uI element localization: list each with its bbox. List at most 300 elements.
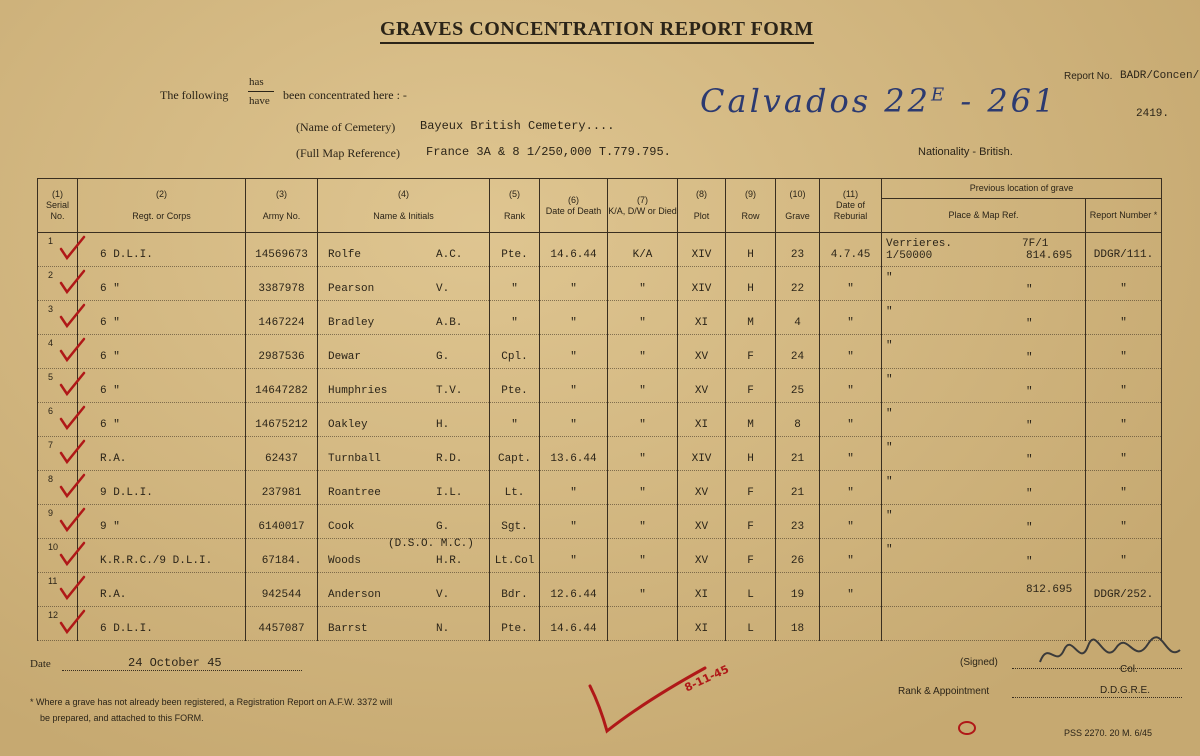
reburial-cell xyxy=(820,369,882,403)
name-cell xyxy=(318,539,490,573)
row-value: H xyxy=(747,282,754,295)
place-cell xyxy=(882,505,1086,539)
ka-cell xyxy=(608,267,678,301)
rank-cell xyxy=(490,233,540,267)
place-sheet-ref: 7F/1 xyxy=(1022,237,1049,250)
handwritten-sup: E xyxy=(931,84,948,106)
serial-number: 11 xyxy=(48,576,58,586)
plot-value: XV xyxy=(694,554,709,567)
place-name: " xyxy=(886,373,893,386)
army-cell xyxy=(246,403,318,437)
header-name: (4) Name & Initials xyxy=(318,179,490,233)
army-value: 14675212 xyxy=(255,418,308,431)
ka-value: " xyxy=(639,554,646,567)
regt-cell xyxy=(78,369,246,403)
ka-cell xyxy=(608,403,678,437)
rank-cell xyxy=(490,471,540,505)
place-cell xyxy=(882,437,1086,471)
row-value: F xyxy=(747,554,754,567)
grave-value: 24 xyxy=(790,350,805,363)
map-ref: 812.695 xyxy=(1026,583,1073,596)
grave-value: 19 xyxy=(790,588,805,601)
date-value: 14.6.44 xyxy=(550,248,597,261)
report-cell xyxy=(1086,437,1162,471)
plot-cell xyxy=(678,403,726,437)
army-value: 3387978 xyxy=(258,282,305,295)
table-row xyxy=(38,403,1162,437)
row-cell xyxy=(726,301,776,335)
grave-value: 26 xyxy=(790,554,805,567)
reburial-cell xyxy=(820,607,882,641)
map-ref: " xyxy=(1026,351,1033,364)
reburial-cell xyxy=(820,539,882,573)
reburial-value: " xyxy=(847,520,854,533)
rank-value: Pte. xyxy=(501,248,528,261)
serial-cell xyxy=(38,573,78,607)
table-row xyxy=(38,573,1162,607)
regt-cell xyxy=(78,437,246,471)
plot-cell xyxy=(678,471,726,505)
grave-value: 21 xyxy=(790,486,805,499)
date-cell xyxy=(540,267,608,301)
grave-value: 8 xyxy=(794,418,801,431)
regt-cell xyxy=(78,335,246,369)
serial-cell xyxy=(38,335,78,369)
grave-cell xyxy=(776,471,820,505)
serial-cell xyxy=(38,539,78,573)
report-value: " xyxy=(1120,350,1127,363)
reburial-cell xyxy=(820,573,882,607)
date-cell xyxy=(540,539,608,573)
footnote-line-2: be prepared, and attached to this FORM. xyxy=(40,713,204,723)
rank-value: Capt. xyxy=(497,452,531,465)
army-cell xyxy=(246,335,318,369)
row-cell xyxy=(726,437,776,471)
row-value: F xyxy=(747,350,754,363)
reburial-value: 4.7.45 xyxy=(830,248,871,261)
plot-value: XV xyxy=(694,350,709,363)
plot-value: XI xyxy=(694,316,709,329)
initials: G. xyxy=(436,350,450,363)
header-regt: (2) Regt. or Corps xyxy=(78,179,246,233)
ka-cell xyxy=(608,301,678,335)
serial-number: 6 xyxy=(48,406,54,416)
row-cell xyxy=(726,471,776,505)
army-value: 1467224 xyxy=(258,316,305,329)
table-row xyxy=(38,233,1162,267)
initials: V. xyxy=(436,282,450,295)
name-cell xyxy=(318,301,490,335)
report-value: " xyxy=(1120,486,1127,499)
row-cell xyxy=(726,335,776,369)
regt-value: R.A. xyxy=(100,452,127,465)
rank-value: Lt. xyxy=(504,486,525,499)
table-row xyxy=(38,437,1162,471)
rank-appointment-value: D.D.G.R.E. xyxy=(1100,685,1151,696)
date-value: 14.6.44 xyxy=(550,622,597,635)
regt-cell xyxy=(78,301,246,335)
regt-cell xyxy=(78,607,246,641)
reburial-cell xyxy=(820,471,882,505)
rank-cell xyxy=(490,301,540,335)
plot-value: XIV xyxy=(691,282,712,295)
regt-value: 6 D.L.I. xyxy=(100,622,153,635)
reburial-cell xyxy=(820,335,882,369)
regt-value: 6 " xyxy=(100,418,120,431)
place-name: " xyxy=(886,305,893,318)
header-serial: (1) Serial No. xyxy=(38,179,78,233)
table-row xyxy=(38,369,1162,403)
place-name: " xyxy=(886,339,893,352)
rank-value: Lt.Col xyxy=(494,554,535,567)
army-cell xyxy=(246,369,318,403)
plot-cell xyxy=(678,573,726,607)
grave-cell xyxy=(776,539,820,573)
name-cell xyxy=(318,403,490,437)
report-value: " xyxy=(1120,316,1127,329)
map-ref: " xyxy=(1026,521,1033,534)
report-value: " xyxy=(1120,418,1127,431)
ka-cell xyxy=(608,607,678,641)
grave-value: 18 xyxy=(790,622,805,635)
date-value: " xyxy=(570,384,577,397)
handwritten-reference xyxy=(700,82,1057,120)
army-cell xyxy=(246,505,318,539)
rank-value: Bdr. xyxy=(501,588,528,601)
map-ref: " xyxy=(1026,453,1033,466)
report-cell xyxy=(1086,267,1162,301)
surname: Oakley xyxy=(328,418,368,431)
col-label: Col. xyxy=(1120,664,1138,675)
place-name: " xyxy=(886,271,893,284)
map-reference-value: France 3A & 8 1/250,000 T.779.795. xyxy=(426,145,671,159)
initials: R.D. xyxy=(436,452,463,465)
army-cell xyxy=(246,267,318,301)
name-cell xyxy=(318,267,490,301)
table-row xyxy=(38,301,1162,335)
name-cell xyxy=(318,437,490,471)
grave-cell xyxy=(776,607,820,641)
initials: H. xyxy=(436,418,450,431)
army-cell xyxy=(246,301,318,335)
surname: Roantree xyxy=(328,486,381,499)
cemetery-label: (Name of Cemetery) xyxy=(296,120,396,134)
report-cell xyxy=(1086,233,1162,267)
date-cell xyxy=(540,471,608,505)
regt-value: K.R.R.C./9 D.L.I. xyxy=(100,554,213,567)
date-line xyxy=(62,670,302,671)
has-have-divider xyxy=(248,91,274,92)
rank-value: Pte. xyxy=(501,622,528,635)
print-code: PSS 2270. 20 M. 6/45 xyxy=(1064,728,1153,738)
grave-value: 25 xyxy=(790,384,805,397)
ka-cell xyxy=(608,573,678,607)
serial-number: 12 xyxy=(48,610,59,620)
reburial-value: " xyxy=(847,350,854,363)
row-value: L xyxy=(747,622,754,635)
date-value: " xyxy=(570,554,577,567)
report-value: " xyxy=(1120,452,1127,465)
ka-value: " xyxy=(639,588,646,601)
header-army-no: (3) Army No. xyxy=(246,179,318,233)
initials: H.R. xyxy=(436,554,463,567)
plot-cell xyxy=(678,267,726,301)
grave-cell xyxy=(776,437,820,471)
serial-cell xyxy=(38,607,78,641)
footnote-line-1: * Where a grave has not already been registered, a Registration Report on A.F.W. 3372 will xyxy=(30,697,393,707)
place-cell xyxy=(882,233,1086,267)
serial-number: 3 xyxy=(48,304,54,314)
header-report-number: Report Number * xyxy=(1086,199,1162,233)
army-value: 2987536 xyxy=(258,350,305,363)
row-value: L xyxy=(747,588,754,601)
report-value: DDGR/111. xyxy=(1093,248,1154,261)
surname: Pearson xyxy=(328,282,375,295)
serial-number: 7 xyxy=(48,440,54,450)
initials: V. xyxy=(436,588,450,601)
serial-number: 9 xyxy=(48,508,54,518)
place-cell xyxy=(882,301,1086,335)
red-circle-mark xyxy=(955,718,979,738)
army-cell xyxy=(246,233,318,267)
plot-cell xyxy=(678,437,726,471)
map-ref: 814.695 xyxy=(1026,249,1073,262)
table-row xyxy=(38,607,1162,641)
rank-appointment-label: Rank & Appointment xyxy=(898,686,990,697)
signed-label: (Signed) xyxy=(960,657,998,668)
grave-cell xyxy=(776,233,820,267)
initials: A.B. xyxy=(436,316,463,329)
rank-value: Cpl. xyxy=(501,350,528,363)
rank-cell xyxy=(490,437,540,471)
report-cell xyxy=(1086,301,1162,335)
serial-number: 8 xyxy=(48,474,54,484)
date-value: " xyxy=(570,350,577,363)
ka-value: " xyxy=(639,418,646,431)
reburial-value: " xyxy=(847,486,854,499)
ka-value: " xyxy=(639,384,646,397)
initials: G. xyxy=(436,520,450,533)
regt-value: 6 D.L.I. xyxy=(100,248,153,261)
header-row: (9) Row xyxy=(726,179,776,233)
regt-value: 9 D.L.I. xyxy=(100,486,153,499)
grave-cell xyxy=(776,505,820,539)
reburial-value: " xyxy=(847,282,854,295)
place-name: " xyxy=(886,407,893,420)
map-ref: " xyxy=(1026,317,1033,330)
plot-value: XI xyxy=(694,418,709,431)
place-cell xyxy=(882,539,1086,573)
grave-value: 22 xyxy=(790,282,805,295)
reburial-cell xyxy=(820,505,882,539)
ka-value: " xyxy=(639,282,646,295)
map-ref: " xyxy=(1026,385,1033,398)
rank-line xyxy=(1012,697,1182,698)
regt-cell xyxy=(78,505,246,539)
surname: Barrst xyxy=(328,622,368,635)
reburial-value: " xyxy=(847,384,854,397)
grave-cell xyxy=(776,573,820,607)
plot-cell xyxy=(678,233,726,267)
date-value: 12.6.44 xyxy=(550,588,597,601)
name-cell xyxy=(318,335,490,369)
rank-cell xyxy=(490,607,540,641)
signature-scribble xyxy=(1030,632,1190,676)
surname: Woods xyxy=(328,554,362,567)
ka-cell xyxy=(608,539,678,573)
map-ref: " xyxy=(1026,283,1033,296)
row-cell xyxy=(726,505,776,539)
row-cell xyxy=(726,539,776,573)
army-value: 237981 xyxy=(261,486,302,499)
date-cell xyxy=(540,607,608,641)
row-value: H xyxy=(747,452,754,465)
row-cell xyxy=(726,403,776,437)
rank-value: " xyxy=(511,282,518,295)
date-value: " xyxy=(570,520,577,533)
report-value: " xyxy=(1120,384,1127,397)
ka-cell xyxy=(608,335,678,369)
rank-cell xyxy=(490,335,540,369)
table-row xyxy=(38,471,1162,505)
surname: Turnball xyxy=(328,452,381,465)
regt-cell xyxy=(78,471,246,505)
army-cell xyxy=(246,437,318,471)
reburial-value: " xyxy=(847,418,854,431)
date-value: " xyxy=(570,282,577,295)
rank-cell xyxy=(490,505,540,539)
report-no-value: BADR/Concen/ xyxy=(1120,70,1200,82)
rank-value: " xyxy=(511,418,518,431)
initials: A.C. xyxy=(436,248,463,261)
serial-cell xyxy=(38,471,78,505)
rank-cell xyxy=(490,369,540,403)
date-cell xyxy=(540,573,608,607)
serial-cell xyxy=(38,369,78,403)
report-cell xyxy=(1086,335,1162,369)
ka-value: " xyxy=(639,486,646,499)
report-cell xyxy=(1086,403,1162,437)
regt-value: 6 " xyxy=(100,350,120,363)
grave-cell xyxy=(776,403,820,437)
handwritten-tail: - 261 xyxy=(960,82,1058,120)
cemetery-value: Bayeux British Cemetery.... xyxy=(420,119,615,133)
plot-cell xyxy=(678,335,726,369)
table-row xyxy=(38,267,1162,301)
row-value: F xyxy=(747,384,754,397)
reburial-cell xyxy=(820,437,882,471)
table-row xyxy=(38,335,1162,369)
grave-cell xyxy=(776,335,820,369)
row-cell xyxy=(726,267,776,301)
reburial-value: " xyxy=(847,316,854,329)
place-cell xyxy=(882,335,1086,369)
grave-value: 21 xyxy=(790,452,805,465)
name-cell xyxy=(318,369,490,403)
ka-cell xyxy=(608,369,678,403)
plot-value: XV xyxy=(694,520,709,533)
map-ref: " xyxy=(1026,419,1033,432)
name-cell xyxy=(318,607,490,641)
ka-cell xyxy=(608,233,678,267)
handwritten-main: Calvados 22 xyxy=(700,82,932,120)
surname: Anderson xyxy=(328,588,381,601)
plot-cell xyxy=(678,369,726,403)
grave-value: 23 xyxy=(790,520,805,533)
grave-cell xyxy=(776,267,820,301)
serial-cell xyxy=(38,233,78,267)
plot-value: XV xyxy=(694,384,709,397)
report-no-label: Report No. xyxy=(1064,71,1113,82)
ka-value: " xyxy=(639,350,646,363)
serial-cell xyxy=(38,301,78,335)
header-rank: (5) Rank xyxy=(490,179,540,233)
regt-cell xyxy=(78,403,246,437)
reburial-value: " xyxy=(847,554,854,567)
form-title: GRAVES CONCENTRATION REPORT FORM xyxy=(380,18,814,44)
date-cell xyxy=(540,403,608,437)
red-tick-mark xyxy=(585,656,765,736)
stamp-date: 8-11-45 xyxy=(682,662,731,695)
place-name: " xyxy=(886,543,893,556)
serial-cell xyxy=(38,267,78,301)
army-value: 62437 xyxy=(264,452,298,465)
army-value: 6140017 xyxy=(258,520,305,533)
plot-cell xyxy=(678,301,726,335)
header-date-of-death: (6) Date of Death xyxy=(540,179,608,233)
following-label: The following xyxy=(160,88,229,102)
map-ref: " xyxy=(1026,555,1033,568)
date-cell xyxy=(540,301,608,335)
serial-number: 5 xyxy=(48,372,54,382)
reburial-value xyxy=(820,619,881,629)
regt-cell xyxy=(78,267,246,301)
name-cell xyxy=(318,573,490,607)
rank-cell xyxy=(490,267,540,301)
report-cell xyxy=(1086,505,1162,539)
rank-cell xyxy=(490,403,540,437)
row-value: M xyxy=(747,316,754,329)
row-cell xyxy=(726,607,776,641)
ka-value xyxy=(608,619,677,629)
plot-cell xyxy=(678,505,726,539)
header-previous-location: Previous location of grave xyxy=(882,179,1162,199)
regt-value: 6 " xyxy=(100,384,120,397)
report-value: " xyxy=(1120,520,1127,533)
army-value: 942544 xyxy=(261,588,302,601)
row-cell xyxy=(726,233,776,267)
army-value: 67184. xyxy=(261,554,302,567)
rank-value: Sgt. xyxy=(501,520,528,533)
date-value: " xyxy=(570,316,577,329)
regt-cell xyxy=(78,573,246,607)
plot-cell xyxy=(678,607,726,641)
decoration-note: (D.S.O. M.C.) xyxy=(388,538,474,550)
report-value: DDGR/252. xyxy=(1093,588,1154,601)
serial-number: 10 xyxy=(48,542,59,552)
grave-value: 4 xyxy=(794,316,801,329)
plot-value: XIV xyxy=(691,452,712,465)
date-cell xyxy=(540,505,608,539)
table-row xyxy=(38,505,1162,539)
header-reburial: (11) Date of Reburial xyxy=(820,179,882,233)
place-cell xyxy=(882,369,1086,403)
grave-value: 23 xyxy=(790,248,805,261)
regt-value: 6 " xyxy=(100,282,120,295)
header-ka-dw: (7) K/A, D/W or Died xyxy=(608,179,678,233)
army-value: 14647282 xyxy=(255,384,308,397)
place-cell xyxy=(882,471,1086,505)
